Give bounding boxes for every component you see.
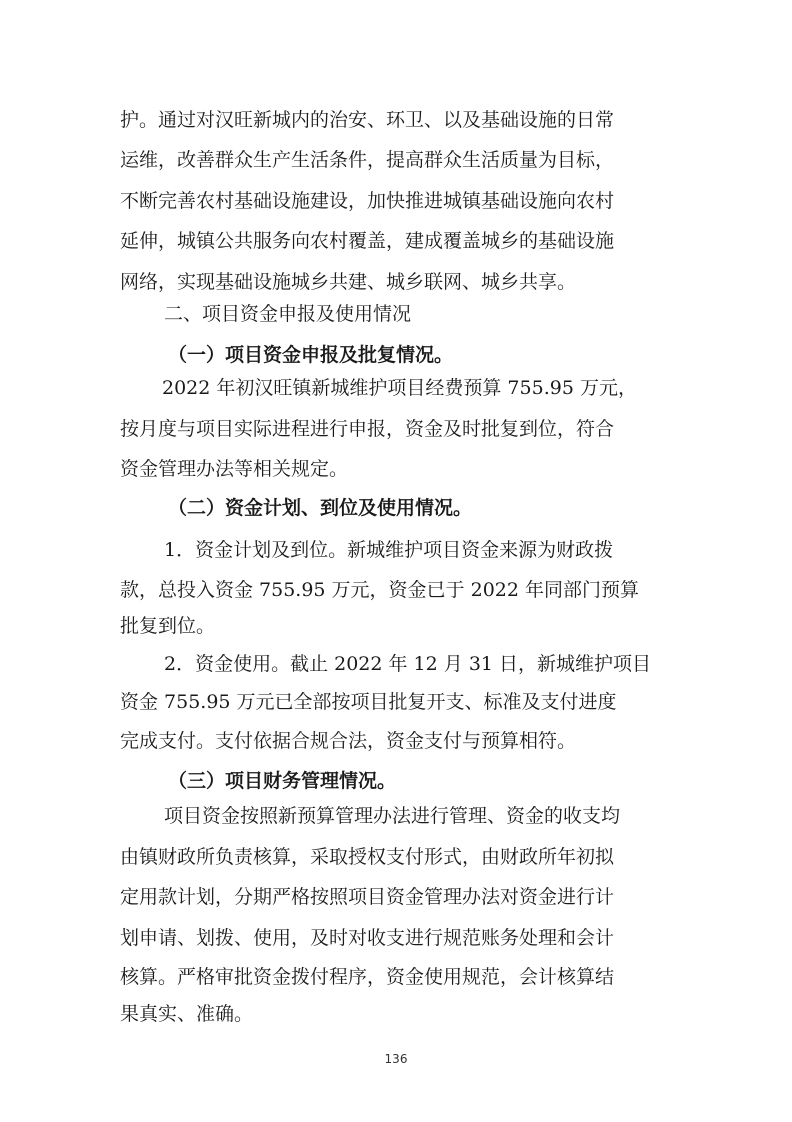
paragraph-line: 完成支付。支付依据合规合法，资金支付与预算相符。 bbox=[120, 730, 577, 752]
paragraph-line: 运维，改善群众生产生活条件，提高群众生活质量为目标， bbox=[120, 149, 615, 171]
page-number: 136 bbox=[384, 1052, 408, 1066]
paragraph-line: 不断完善农村基础设施建设，加快推进城镇基础设施向农村 bbox=[120, 190, 615, 212]
paragraph-line: 批复到位。 bbox=[120, 615, 216, 637]
subsection-heading: （三）项目财务管理情况。 bbox=[168, 770, 397, 792]
paragraph-line: 项目资金按照新预算管理办法进行管理、资金的收支均 bbox=[164, 805, 621, 827]
paragraph-line: 资金 755.95 万元已全部按项目批复开支、标准及支付进度 bbox=[120, 691, 617, 713]
paragraph-line: 划申请、划拨、使用，及时对收支进行规范账务处理和会计 bbox=[120, 927, 615, 949]
subsection-heading: （一）项目资金申报及批复情况。 bbox=[168, 344, 454, 366]
paragraph-line: 2．资金使用。截止 2022 年 12 月 31 日，新城维护项目 bbox=[164, 653, 652, 675]
paragraph-line: 网络，实现基础设施城乡共建、城乡联网、城乡共享。 bbox=[120, 271, 577, 293]
paragraph-line: 定用款计划，分期严格按照项目资金管理办法对资金进行计 bbox=[120, 886, 615, 908]
paragraph-line: 款，总投入资金 755.95 万元，资金已于 2022 年同部门预算 bbox=[120, 579, 639, 601]
paragraph-line: 由镇财政所负责核算，采取授权支付形式，由财政所年初拟 bbox=[120, 846, 615, 868]
section-heading: 二、项目资金申报及使用情况 bbox=[164, 303, 412, 325]
paragraph-line: 果真实、准确。 bbox=[120, 1003, 254, 1025]
paragraph-line: 2022 年初汉旺镇新城维护项目经费预算 755.95 万元， bbox=[162, 377, 637, 399]
paragraph-line: 延伸，城镇公共服务向农村覆盖，建成覆盖城乡的基础设施 bbox=[120, 230, 615, 252]
paragraph-line: 资金管理办法等相关规定。 bbox=[120, 458, 349, 480]
paragraph-line: 按月度与项目实际进程进行申报，资金及时批复到位，符合 bbox=[120, 418, 615, 440]
paragraph-line: 护。通过对汉旺新城内的治安、环卫、以及基础设施的日常 bbox=[120, 109, 615, 131]
paragraph-line: 核算。严格审批资金拨付程序，资金使用规范，会计核算结 bbox=[120, 966, 615, 988]
paragraph-line: 1．资金计划及到位。新城维护项目资金来源为财政拨 bbox=[164, 539, 614, 561]
subsection-heading: （二）资金计划、到位及使用情况。 bbox=[168, 497, 473, 519]
